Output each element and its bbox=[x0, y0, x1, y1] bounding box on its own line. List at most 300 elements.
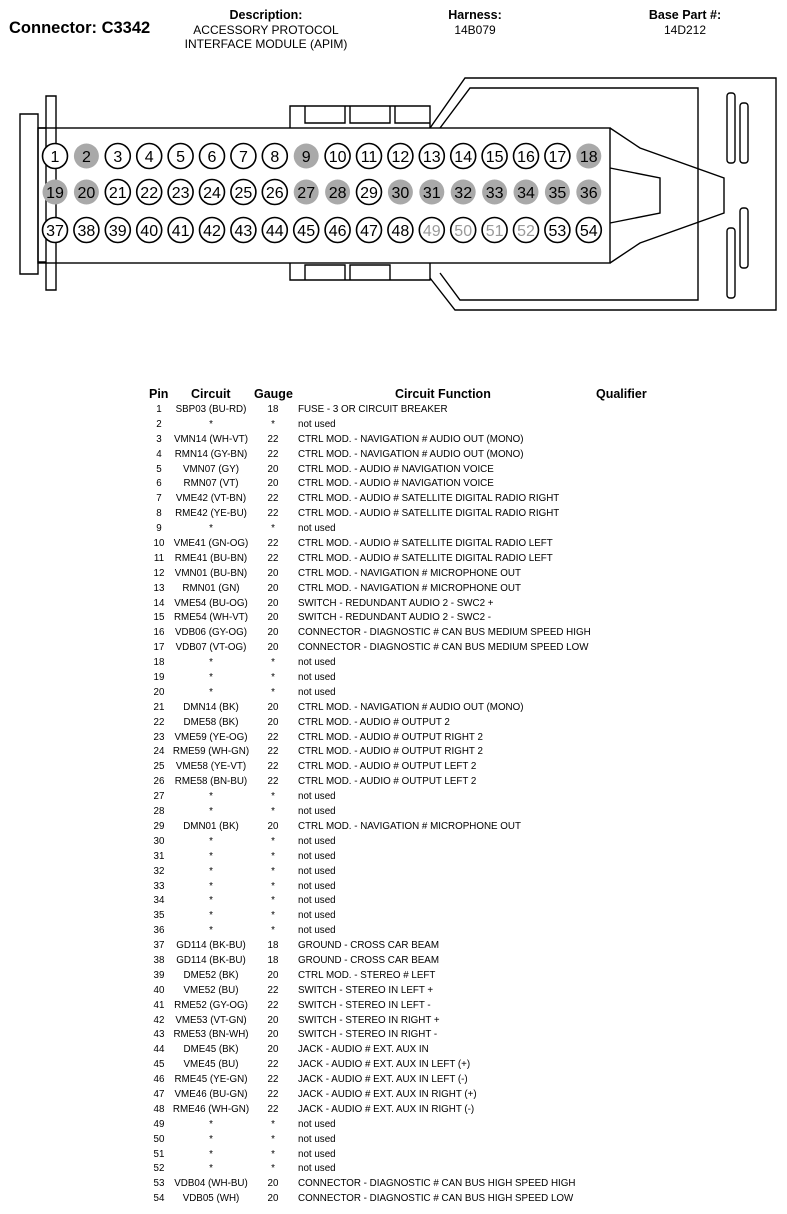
table-row bbox=[140, 1058, 680, 1073]
function-cell: CTRL MOD. - NAVIGATION # AUDIO OUT (MONO) bbox=[298, 701, 524, 713]
pin-number-label: 8 bbox=[270, 149, 280, 166]
circuit-cell: VMN14 (WH-VT) bbox=[173, 433, 249, 445]
pin-number-label: 30 bbox=[391, 185, 410, 202]
function-cell: CTRL MOD. - NAVIGATION # AUDIO OUT (MONO) bbox=[298, 433, 524, 445]
pin-number-label: 2 bbox=[81, 149, 91, 166]
header-circuit: Circuit bbox=[191, 387, 231, 401]
pin-number-label: 26 bbox=[265, 185, 284, 202]
function-cell: JACK - AUDIO # EXT. AUX IN RIGHT (+) bbox=[298, 1088, 477, 1100]
pin-cell: 49 bbox=[153, 1118, 165, 1130]
pin-8 bbox=[262, 144, 287, 169]
pin-24 bbox=[200, 180, 225, 205]
table-row bbox=[140, 671, 680, 686]
function-cell: CTRL MOD. - NAVIGATION # MICROPHONE OUT bbox=[298, 567, 521, 579]
table-row bbox=[140, 582, 680, 597]
pin-number-label: 39 bbox=[108, 223, 127, 240]
pin-32 bbox=[451, 180, 476, 205]
function-cell: not used bbox=[298, 925, 336, 937]
pin-number-label: 50 bbox=[454, 223, 473, 240]
pin-3 bbox=[105, 144, 130, 169]
circuit-cell: VME54 (BU-OG) bbox=[174, 597, 248, 609]
pin-cell: 52 bbox=[153, 1163, 165, 1175]
pin-23 bbox=[168, 180, 193, 205]
circuit-cell: * bbox=[209, 895, 213, 907]
pin-number-label: 47 bbox=[360, 223, 378, 240]
circuit-cell: VDB04 (WH-BU) bbox=[174, 1178, 248, 1190]
function-cell: SWITCH - REDUNDANT AUDIO 2 - SWC2 - bbox=[298, 612, 492, 624]
gauge-cell: 20 bbox=[267, 463, 279, 475]
table-row bbox=[140, 775, 680, 790]
circuit-cell: VME46 (BU-GN) bbox=[174, 1088, 248, 1100]
circuit-cell: RME59 (WH-GN) bbox=[172, 746, 250, 758]
pin-cell: 20 bbox=[153, 686, 165, 698]
gauge-cell: * bbox=[271, 925, 275, 937]
gauge-cell: 20 bbox=[267, 627, 279, 639]
circuit-cell: RME46 (WH-GN) bbox=[172, 1103, 250, 1115]
pin-number-label: 45 bbox=[297, 223, 316, 240]
table-row bbox=[140, 701, 680, 716]
circuit-cell: * bbox=[209, 1118, 213, 1130]
pin-29 bbox=[357, 180, 382, 205]
pin-cell: 51 bbox=[153, 1148, 165, 1160]
pin-number-label: 22 bbox=[140, 185, 159, 202]
circuit-cell: VDB06 (GY-OG) bbox=[174, 627, 248, 639]
table-row bbox=[140, 567, 680, 582]
pin-cell: 3 bbox=[156, 433, 162, 445]
circuit-cell: VMN07 (GY) bbox=[182, 463, 240, 475]
circuit-cell: VME53 (VT-GN) bbox=[175, 1014, 247, 1026]
table-row bbox=[140, 790, 680, 805]
pin-cell: 13 bbox=[153, 582, 165, 594]
table-row bbox=[140, 611, 680, 626]
gauge-cell: * bbox=[271, 672, 275, 684]
pin-number-label: 49 bbox=[422, 223, 441, 240]
table-row bbox=[140, 984, 680, 999]
circuit-cell: * bbox=[209, 835, 213, 847]
function-cell: CTRL MOD. - AUDIO # SATELLITE DIGITAL RADIO RIGHT bbox=[298, 493, 560, 505]
gauge-cell: 18 bbox=[267, 954, 279, 966]
gauge-cell: 22 bbox=[267, 508, 279, 520]
table-row bbox=[140, 1088, 680, 1103]
pin-14 bbox=[451, 144, 476, 169]
circuit-cell: * bbox=[209, 880, 213, 892]
gauge-cell: 22 bbox=[267, 538, 279, 550]
header-pin: Pin bbox=[149, 387, 169, 401]
pin-19 bbox=[43, 180, 68, 205]
gauge-cell: 20 bbox=[267, 820, 279, 832]
pin-cell: 12 bbox=[153, 567, 165, 579]
circuit-cell: * bbox=[209, 686, 213, 698]
pin-7 bbox=[231, 144, 256, 169]
gauge-cell: 20 bbox=[267, 701, 279, 713]
pin-cell: 10 bbox=[153, 538, 165, 550]
pin-number-label: 38 bbox=[77, 223, 96, 240]
function-cell: JACK - AUDIO # EXT. AUX IN LEFT (-) bbox=[298, 1074, 468, 1086]
circuit-cell: VME58 (YE-VT) bbox=[175, 761, 247, 773]
pin-53 bbox=[545, 218, 570, 243]
pin-cell: 11 bbox=[153, 552, 165, 564]
pin-number-label: 33 bbox=[485, 185, 504, 202]
circuit-cell: RME45 (YE-GN) bbox=[174, 1074, 248, 1086]
pin-49 bbox=[419, 218, 444, 243]
gauge-cell: 18 bbox=[267, 940, 279, 952]
function-cell: not used bbox=[298, 850, 336, 862]
pin-45 bbox=[294, 218, 319, 243]
gauge-cell: * bbox=[271, 791, 275, 803]
description-block bbox=[162, 8, 370, 52]
circuit-cell: * bbox=[209, 523, 213, 535]
pin-cell: 2 bbox=[156, 418, 162, 430]
pin-cell: 1 bbox=[156, 404, 162, 415]
function-cell: not used bbox=[298, 910, 336, 922]
pin-cell: 9 bbox=[156, 523, 162, 535]
function-cell: CTRL MOD. - STEREO # LEFT bbox=[298, 969, 436, 981]
table-row bbox=[140, 820, 680, 835]
table-row bbox=[140, 805, 680, 820]
pin-number-label: 9 bbox=[301, 149, 311, 166]
pin-number-label: 23 bbox=[171, 185, 190, 202]
pin-27 bbox=[294, 180, 319, 205]
table-row bbox=[140, 969, 680, 984]
pin-10 bbox=[325, 144, 350, 169]
table-row bbox=[140, 731, 680, 746]
function-cell: CTRL MOD. - NAVIGATION # MICROPHONE OUT bbox=[298, 820, 521, 832]
circuit-cell: * bbox=[209, 1148, 213, 1160]
pin-number-label: 11 bbox=[360, 149, 378, 166]
pin-cell: 47 bbox=[153, 1088, 165, 1100]
pin-28 bbox=[325, 180, 350, 205]
gauge-cell: 22 bbox=[267, 999, 279, 1011]
function-cell: CTRL MOD. - AUDIO # OUTPUT LEFT 2 bbox=[298, 776, 477, 788]
pin-21 bbox=[105, 180, 130, 205]
table-row bbox=[140, 1103, 680, 1118]
table-row bbox=[140, 999, 680, 1014]
table-row bbox=[140, 656, 680, 671]
table-row bbox=[140, 1073, 680, 1088]
gauge-cell: 22 bbox=[267, 1074, 279, 1086]
pin-number-label: 1 bbox=[50, 149, 60, 166]
pin-number-label: 24 bbox=[203, 185, 221, 202]
circuit-cell: * bbox=[209, 1163, 213, 1175]
circuit-cell: RME53 (BN-WH) bbox=[173, 1029, 249, 1041]
pin-5 bbox=[168, 144, 193, 169]
table-row bbox=[140, 1118, 680, 1133]
pin-12 bbox=[388, 144, 413, 169]
pin-number-label: 54 bbox=[579, 223, 598, 240]
function-cell: FUSE - 3 OR CIRCUIT BREAKER bbox=[298, 404, 448, 415]
gauge-cell: 20 bbox=[267, 597, 279, 609]
pin-number-label: 27 bbox=[297, 185, 316, 202]
pin-number-label: 52 bbox=[517, 223, 535, 240]
pin-number-label: 14 bbox=[454, 149, 473, 166]
circuit-cell: VME42 (VT-BN) bbox=[175, 493, 247, 505]
gauge-cell: 20 bbox=[267, 716, 279, 728]
table-row bbox=[140, 641, 680, 656]
function-cell: not used bbox=[298, 523, 336, 535]
function-cell: CTRL MOD. - NAVIGATION # MICROPHONE OUT bbox=[298, 582, 521, 594]
base-part-value: 14D212 bbox=[663, 22, 707, 37]
pin-number-label: 21 bbox=[108, 185, 127, 202]
function-cell: CTRL MOD. - AUDIO # NAVIGATION VOICE bbox=[298, 463, 494, 475]
pin-cell: 21 bbox=[153, 701, 165, 713]
gauge-cell: 22 bbox=[267, 731, 279, 743]
gauge-cell: * bbox=[271, 657, 275, 669]
pin-number-label: 13 bbox=[422, 149, 441, 166]
pin-number-label: 3 bbox=[113, 149, 123, 166]
pin-number-label: 41 bbox=[171, 223, 190, 240]
pin-41 bbox=[168, 218, 193, 243]
table-row bbox=[140, 537, 680, 552]
function-cell: CTRL MOD. - AUDIO # NAVIGATION VOICE bbox=[298, 478, 494, 490]
pin-number-label: 34 bbox=[517, 185, 535, 202]
function-cell: CTRL MOD. - AUDIO # SATELLITE DIGITAL RADIO LEFT bbox=[298, 552, 553, 564]
gauge-cell: 22 bbox=[267, 1103, 279, 1115]
gauge-cell: 22 bbox=[267, 761, 279, 773]
circuit-cell: DME58 (BK) bbox=[183, 716, 239, 728]
function-cell: not used bbox=[298, 1133, 336, 1145]
table-body bbox=[140, 403, 680, 1207]
function-cell: SWITCH - STEREO IN LEFT + bbox=[298, 984, 434, 996]
pin-number-label: 46 bbox=[328, 223, 347, 240]
gauge-cell: * bbox=[271, 910, 275, 922]
pin-cell: 5 bbox=[156, 463, 162, 475]
pin-cell: 4 bbox=[156, 448, 162, 460]
circuit-cell: VME52 (BU) bbox=[183, 984, 239, 996]
pin-number-label: 10 bbox=[328, 149, 347, 166]
pin-37 bbox=[43, 218, 68, 243]
pin-9 bbox=[294, 144, 319, 169]
function-cell: SWITCH - STEREO IN RIGHT + bbox=[298, 1014, 440, 1026]
gauge-cell: 22 bbox=[267, 984, 279, 996]
function-cell: SWITCH - STEREO IN RIGHT - bbox=[298, 1029, 438, 1041]
circuit-cell: GD114 (BK-BU) bbox=[176, 954, 246, 966]
circuit-cell: RME41 (BU-BN) bbox=[174, 552, 248, 564]
pin-cell: 34 bbox=[153, 895, 165, 907]
function-cell: not used bbox=[298, 806, 336, 818]
pin-48 bbox=[388, 218, 413, 243]
table-row bbox=[140, 1148, 680, 1163]
function-cell: CTRL MOD. - AUDIO # OUTPUT RIGHT 2 bbox=[298, 731, 483, 743]
pin-cell: 28 bbox=[153, 806, 165, 818]
function-cell: JACK - AUDIO # EXT. AUX IN RIGHT (-) bbox=[298, 1103, 475, 1115]
circuit-cell: RMN01 (GN) bbox=[182, 582, 240, 594]
function-cell: not used bbox=[298, 895, 336, 907]
pin-number-label: 42 bbox=[203, 223, 221, 240]
pin-cell: 37 bbox=[153, 940, 165, 952]
connector-title: Connector: C3342 bbox=[9, 19, 151, 37]
pin-number-label: 43 bbox=[234, 223, 253, 240]
gauge-cell: * bbox=[271, 1133, 275, 1145]
pin-2 bbox=[74, 144, 99, 169]
gauge-cell: 20 bbox=[267, 612, 279, 624]
header-qualifier: Qualifier bbox=[596, 387, 647, 401]
pin-cell: 39 bbox=[153, 969, 165, 981]
gauge-cell: 22 bbox=[267, 1088, 279, 1100]
table-row bbox=[140, 597, 680, 612]
table-row bbox=[140, 865, 680, 880]
connector-pins bbox=[43, 144, 602, 243]
table-row bbox=[140, 492, 680, 507]
pin-15 bbox=[482, 144, 507, 169]
table-row bbox=[140, 716, 680, 731]
gauge-cell: 22 bbox=[267, 493, 279, 505]
pin-44 bbox=[262, 218, 287, 243]
circuit-cell: * bbox=[209, 910, 213, 922]
pin-number-label: 51 bbox=[485, 223, 504, 240]
pin-40 bbox=[137, 218, 162, 243]
circuit-cell: * bbox=[209, 850, 213, 862]
gauge-cell: 18 bbox=[267, 404, 279, 415]
table-row bbox=[140, 1177, 680, 1192]
pin-cell: 27 bbox=[153, 791, 165, 803]
circuit-cell: * bbox=[209, 657, 213, 669]
gauge-cell: * bbox=[271, 418, 275, 430]
function-cell: CTRL MOD. - AUDIO # SATELLITE DIGITAL RADIO RIGHT bbox=[298, 508, 560, 520]
circuit-cell: * bbox=[209, 418, 213, 430]
pin-cell: 38 bbox=[153, 954, 165, 966]
circuit-cell: RME52 (GY-OG) bbox=[174, 999, 248, 1011]
pin-cell: 16 bbox=[153, 627, 165, 639]
function-cell: not used bbox=[298, 686, 336, 698]
pin-22 bbox=[137, 180, 162, 205]
pin-18 bbox=[576, 144, 601, 169]
function-cell: CONNECTOR - DIAGNOSTIC # CAN BUS HIGH SPEED LOW bbox=[298, 1193, 574, 1205]
function-cell: not used bbox=[298, 1148, 336, 1160]
pin-43 bbox=[231, 218, 256, 243]
connector-face-diagram bbox=[0, 68, 787, 318]
pin-number-label: 6 bbox=[207, 149, 217, 166]
table-row bbox=[140, 894, 680, 909]
function-cell: CTRL MOD. - AUDIO # OUTPUT RIGHT 2 bbox=[298, 746, 483, 758]
circuit-cell: * bbox=[209, 865, 213, 877]
circuit-cell: VME41 (GN-OG) bbox=[173, 538, 249, 550]
table-row bbox=[140, 954, 680, 969]
pin-26 bbox=[262, 180, 287, 205]
gauge-cell: 20 bbox=[267, 1014, 279, 1026]
pin-50 bbox=[451, 218, 476, 243]
pin-cell: 32 bbox=[153, 865, 165, 877]
pin-number-label: 32 bbox=[454, 185, 473, 202]
gauge-cell: 22 bbox=[267, 1059, 279, 1071]
pin-34 bbox=[514, 180, 539, 205]
pin-cell: 40 bbox=[153, 984, 165, 996]
pin-20 bbox=[74, 180, 99, 205]
table-row bbox=[140, 880, 680, 895]
pin-cell: 14 bbox=[153, 597, 165, 609]
table-row bbox=[140, 448, 680, 463]
pin-54 bbox=[576, 218, 601, 243]
pin-number-label: 7 bbox=[238, 149, 248, 166]
pin-35 bbox=[545, 180, 570, 205]
pin-number-label: 44 bbox=[265, 223, 284, 240]
pin-cell: 45 bbox=[153, 1059, 165, 1071]
gauge-cell: 20 bbox=[267, 478, 279, 490]
gauge-cell: 22 bbox=[267, 552, 279, 564]
table-row bbox=[140, 1133, 680, 1148]
gauge-cell: 20 bbox=[267, 1178, 279, 1190]
pin-cell: 19 bbox=[153, 672, 165, 684]
gauge-cell: * bbox=[271, 880, 275, 892]
gauge-cell: * bbox=[271, 895, 275, 907]
pin-38 bbox=[74, 218, 99, 243]
table-row bbox=[140, 924, 680, 939]
pin-cell: 15 bbox=[153, 612, 165, 624]
circuit-cell: RME42 (YE-BU) bbox=[175, 508, 247, 520]
table-row bbox=[140, 1192, 680, 1207]
function-cell: GROUND - CROSS CAR BEAM bbox=[298, 940, 439, 952]
pin-cell: 54 bbox=[153, 1193, 165, 1205]
circuit-cell: DME45 (BK) bbox=[183, 1044, 239, 1056]
pin-number-label: 28 bbox=[328, 185, 347, 202]
circuit-cell: GD114 (BK-BU) bbox=[176, 940, 246, 952]
function-cell: not used bbox=[298, 835, 336, 847]
pin-number-label: 31 bbox=[422, 185, 441, 202]
table-row bbox=[140, 507, 680, 522]
table-row bbox=[140, 463, 680, 478]
circuit-cell: RME58 (BN-BU) bbox=[174, 776, 248, 788]
pin-cell: 35 bbox=[153, 910, 165, 922]
function-cell: not used bbox=[298, 657, 336, 669]
pin-cell: 36 bbox=[153, 925, 165, 937]
pin-52 bbox=[514, 218, 539, 243]
function-cell: CTRL MOD. - NAVIGATION # AUDIO OUT (MONO) bbox=[298, 448, 524, 460]
pin-25 bbox=[231, 180, 256, 205]
function-cell: CONNECTOR - DIAGNOSTIC # CAN BUS HIGH SPEED HIGH bbox=[298, 1178, 576, 1190]
pin-cell: 26 bbox=[153, 776, 165, 788]
pin-number-label: 37 bbox=[46, 223, 64, 240]
table-row bbox=[140, 850, 680, 865]
pin-33 bbox=[482, 180, 507, 205]
function-cell: not used bbox=[298, 791, 336, 803]
pin-cell: 31 bbox=[153, 850, 165, 862]
table-row bbox=[140, 418, 680, 433]
pin-number-label: 12 bbox=[391, 149, 410, 166]
table-row bbox=[140, 1028, 680, 1043]
pin-number-label: 5 bbox=[176, 149, 186, 166]
gauge-cell: 20 bbox=[267, 642, 279, 654]
gauge-cell: * bbox=[271, 865, 275, 877]
table-row bbox=[140, 760, 680, 775]
base-part-label: Base Part #: bbox=[648, 8, 722, 22]
gauge-cell: 22 bbox=[267, 433, 279, 445]
table-row bbox=[140, 626, 680, 641]
table-row bbox=[140, 1043, 680, 1058]
pin-number-label: 53 bbox=[548, 223, 567, 240]
pin-number-label: 40 bbox=[140, 223, 159, 240]
function-cell: CTRL MOD. - AUDIO # OUTPUT 2 bbox=[298, 716, 450, 728]
harness-block bbox=[420, 8, 530, 37]
pin-number-label: 36 bbox=[579, 185, 598, 202]
circuit-cell: DME52 (BK) bbox=[183, 969, 239, 981]
pin-cell: 46 bbox=[153, 1074, 165, 1086]
pin-13 bbox=[419, 144, 444, 169]
pin-36 bbox=[576, 180, 601, 205]
function-cell: not used bbox=[298, 865, 336, 877]
pin-cell: 25 bbox=[153, 761, 165, 773]
pin-39 bbox=[105, 218, 130, 243]
gauge-cell: * bbox=[271, 523, 275, 535]
gauge-cell: 22 bbox=[267, 746, 279, 758]
gauge-cell: 22 bbox=[267, 776, 279, 788]
pin-16 bbox=[514, 144, 539, 169]
table-row bbox=[140, 1162, 680, 1177]
gauge-cell: 20 bbox=[267, 969, 279, 981]
table-row bbox=[140, 909, 680, 924]
function-cell: GROUND - CROSS CAR BEAM bbox=[298, 954, 439, 966]
pin-number-label: 17 bbox=[548, 149, 567, 166]
circuit-cell: * bbox=[209, 806, 213, 818]
gauge-cell: 20 bbox=[267, 1044, 279, 1056]
